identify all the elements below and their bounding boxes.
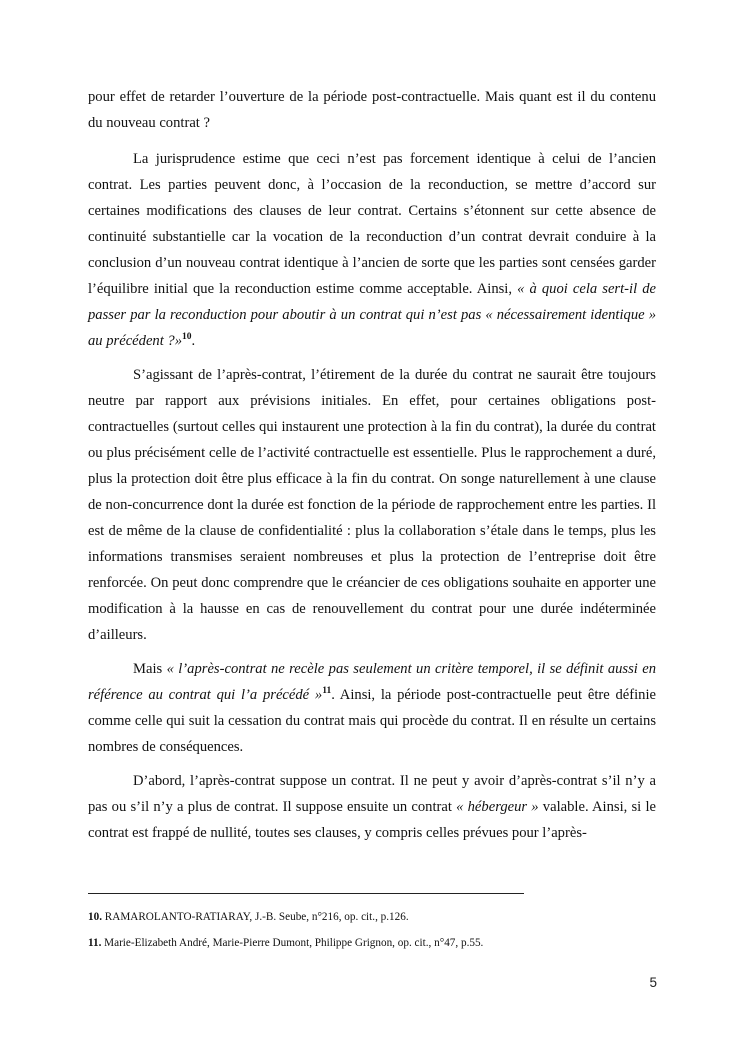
paragraph-jurisprudence: [88, 146, 656, 354]
paragraph-critere-temporel: [88, 656, 656, 760]
paragraph-text: pour effet de retarder l’ouverture de la période post-contractuelle. Mais quant est il du contenu du nouveau contrat ?: [88, 89, 656, 131]
paragraph-text-end: .: [191, 333, 196, 349]
quotation: « hébergeur »: [456, 799, 539, 815]
body-text: [88, 84, 656, 854]
paragraph-apres-contrat: [88, 362, 656, 648]
footnote-ref-11[interactable]: 11: [322, 686, 332, 696]
footnote-text: RAMAROLANTO-RATIARAY, J.-B. Seube, n°216, op. cit., p.126.: [101, 911, 409, 923]
footnote-ref-10[interactable]: 10: [182, 332, 192, 342]
paragraph-text: La jurisprudence estime que ceci n’est pas forcement identique à celui de l’ancien contrat. Les parties peuvent donc, à l’occasion de la reconduction, se mettre d’accord sur certaines modifications des clauses de leur contrat. Certains s’étonnent sur cette absence de continuité substantielle car la vocation de la reconduction d’un contrat devrait conduire à la conclusion d’un nouveau contrat identique à l’ancien de sorte que les parties sont censées garder l’équilibre initial que la reconduction estime comme acceptable. Ainsi,: [88, 151, 656, 297]
paragraph-text: D’abord, l’après-contrat suppose un contrat. Il ne peut y avoir d’après-contrat s’il n’y a pas ou s’il n’y a plus de contrat. Il suppose ensuite un contrat: [88, 773, 656, 815]
paragraph-lead: Mais: [133, 661, 167, 677]
quotation: « l’après-contrat ne recèle pas seulement un critère temporel, il se définit aussi en référence au contrat qui l’a précédé »: [88, 661, 656, 703]
paragraph-text: S’agissant de l’après-contrat, l’étirement de la durée du contrat ne saurait être toujours neutre par rapport aux prévisions initiales. En effet, pour certaines obligations post-contractuelles (surtout celles qui instaurent une protection à la fin du contrat), la durée du contrat ou plus précisément celle de l’activité contractuelle est essentielle. Plus le rapprochement a duré, plus la protection doit être plus efficace à la fin du contrat. On songe naturellement à une clause de non-concurrence dont la durée est fonction de la période de rapprochement entre les parties. Il est de même de la clause de confidentialité : plus la collaboration s’étale dans le temps, plus les informations transmises seraient nombreuses et plus la protection de l’entreprise doit être renforcée. On peut donc comprendre que le créancier de ces obligations souhaite en apporter une modification à la hausse en cas de renouvellement du contrat pour une durée indéterminée d’ailleurs.: [88, 367, 656, 643]
quotation: « à quoi cela sert-il de passer par la reconduction pour aboutir à un contrat qui n’est pas « nécessairement identique » au précédent ?»: [88, 281, 656, 349]
paragraph-dabord: [88, 768, 656, 846]
footnotes: [88, 910, 656, 962]
page-number: 5: [649, 975, 657, 990]
paragraph-text: . Ainsi, la période post-contractuelle peut être définie comme celle qui suit la cessation du contrat mais qui procède du contrat. Il en résulte un certains nombres de conséquences.: [88, 687, 656, 755]
footnote-text: Marie-Elizabeth André, Marie-Pierre Dumont, Philippe Grignon, op. cit., n°47, p.55.: [101, 937, 484, 949]
footnote-number: 11.: [88, 937, 102, 949]
footnote-separator: [88, 893, 524, 894]
footnote-11: [88, 936, 656, 950]
footnote-10: [88, 910, 656, 924]
footnote-number: 10.: [88, 911, 102, 923]
paragraph-text-continued: valable. Ainsi, si le contrat est frappé de nullité, toutes ses clauses, y compris celles prévues pour l’après-: [88, 799, 656, 841]
paragraph-continued: [88, 84, 656, 136]
